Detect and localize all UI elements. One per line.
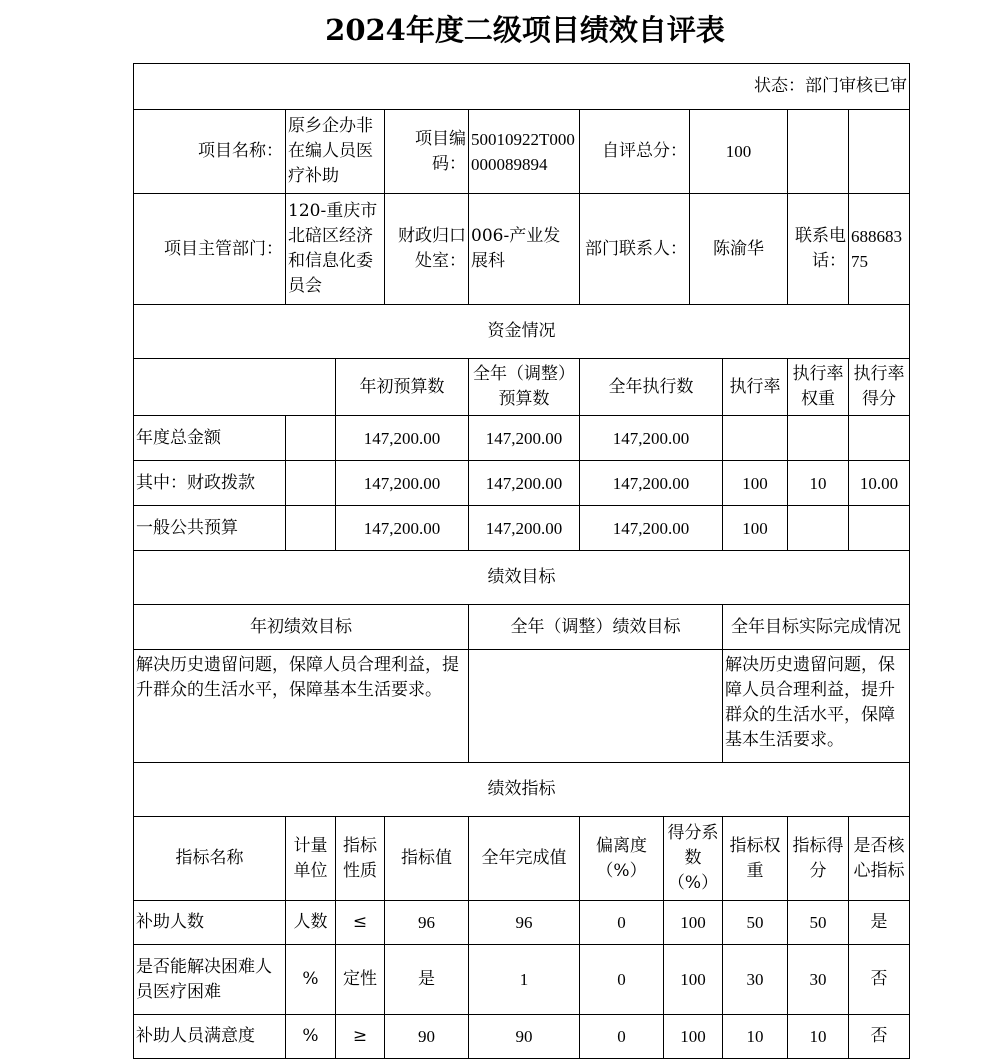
goals-section-title: 绩效目标 (134, 551, 910, 605)
indicator-row (134, 901, 910, 945)
office-label: 财政归口处室： (385, 194, 469, 305)
funds-row (134, 506, 910, 551)
empty-cell (286, 461, 336, 506)
indicator-header: 计量单位 (286, 817, 336, 901)
funds-score: 10.00 (849, 461, 910, 506)
indicator-coef: 100 (664, 1015, 723, 1059)
indicator-unit: % (286, 945, 336, 1015)
indicator-weight: 30 (723, 945, 788, 1015)
dept-value: 120-重庆市北碚区经济和信息化委员会 (286, 194, 385, 305)
funds-header: 执行率得分 (849, 359, 910, 416)
indicator-core: 否 (849, 1015, 910, 1059)
funds-executed: 147,200.00 (580, 461, 723, 506)
indicator-header: 指标值 (385, 817, 469, 901)
indicator-weight: 10 (723, 1015, 788, 1059)
indicator-header: 是否核心指标 (849, 817, 910, 901)
indicator-header: 指标性质 (336, 817, 385, 901)
indicator-core: 是 (849, 901, 910, 945)
funds-header: 执行率 (723, 359, 788, 416)
indicator-actual: 90 (469, 1015, 580, 1059)
indicator-weight: 50 (723, 901, 788, 945)
empty-cell (849, 110, 910, 194)
funds-score (849, 416, 910, 461)
self-score-label: 自评总分： (580, 110, 690, 194)
funds-section-title: 资金情况 (134, 305, 910, 359)
indicator-deviation: 0 (580, 901, 664, 945)
project-code-value: 50010922T000000089894 (469, 110, 580, 194)
funds-header: 执行率权重 (788, 359, 849, 416)
indicator-header: 全年完成值 (469, 817, 580, 901)
indicator-header: 指标权重 (723, 817, 788, 901)
goals-col-actual: 全年目标实际完成情况 (723, 605, 910, 650)
funds-weight (788, 416, 849, 461)
indicator-header: 指标得分 (788, 817, 849, 901)
empty-cell (286, 506, 336, 551)
goals-adjusted-text (469, 650, 723, 763)
self-score-value: 100 (690, 110, 788, 194)
empty-cell (286, 416, 336, 461)
indicator-row (134, 945, 910, 1015)
indicator-header: 偏离度（%） (580, 817, 664, 901)
phone-value: 68868375 (849, 194, 910, 305)
project-name-value: 原乡企办非在编人员医疗补助 (286, 110, 385, 194)
status-text: 状态：部门审核已审 (134, 64, 910, 110)
contact-label: 部门联系人： (580, 194, 690, 305)
indicator-nature: ≤ (336, 901, 385, 945)
indicator-header: 指标名称 (134, 817, 286, 901)
goals-actual-text: 解决历史遗留问题，保障人员合理利益，提升群众的生活水平，保障基本生活要求。 (723, 650, 910, 763)
indicator-coef: 100 (664, 945, 723, 1015)
funds-rate: 100 (723, 506, 788, 551)
indicator-score: 10 (788, 1015, 849, 1059)
indicators-section-title: 绩效指标 (134, 763, 910, 817)
funds-initial: 147,200.00 (336, 461, 469, 506)
funds-executed: 147,200.00 (580, 416, 723, 461)
goals-col-adjusted: 全年（调整）绩效目标 (469, 605, 723, 650)
project-name-label: 项目名称： (134, 110, 286, 194)
empty-cell (134, 359, 336, 416)
funds-initial: 147,200.00 (336, 416, 469, 461)
indicator-nature: ≥ (336, 1015, 385, 1059)
indicator-name: 是否能解决困难人员医疗困难 (134, 945, 286, 1015)
indicator-actual: 1 (469, 945, 580, 1015)
funds-rate (723, 416, 788, 461)
funds-row-label: 一般公共预算 (134, 506, 286, 551)
dept-label: 项目主管部门： (134, 194, 286, 305)
funds-initial: 147,200.00 (336, 506, 469, 551)
evaluation-table (133, 63, 910, 1059)
funds-row (134, 461, 910, 506)
funds-header: 全年（调整）预算数 (469, 359, 580, 416)
funds-weight: 10 (788, 461, 849, 506)
indicator-unit: 人数 (286, 901, 336, 945)
project-code-label: 项目编码： (385, 110, 469, 194)
indicator-score: 30 (788, 945, 849, 1015)
page-title: 2024年度二级项目绩效自评表 (325, 13, 725, 47)
indicator-header: 得分系数（%） (664, 817, 723, 901)
funds-score (849, 506, 910, 551)
funds-rate: 100 (723, 461, 788, 506)
funds-adjusted: 147,200.00 (469, 506, 580, 551)
indicator-score: 50 (788, 901, 849, 945)
indicator-actual: 96 (469, 901, 580, 945)
empty-cell (788, 110, 849, 194)
indicator-target: 是 (385, 945, 469, 1015)
goals-col-initial: 年初绩效目标 (134, 605, 469, 650)
funds-row-label: 其中：财政拨款 (134, 461, 286, 506)
indicator-nature: 定性 (336, 945, 385, 1015)
indicator-unit: % (286, 1015, 336, 1059)
indicator-core: 否 (849, 945, 910, 1015)
indicator-target: 96 (385, 901, 469, 945)
funds-adjusted: 147,200.00 (469, 416, 580, 461)
contact-value: 陈渝华 (690, 194, 788, 305)
indicator-deviation: 0 (580, 1015, 664, 1059)
funds-weight (788, 506, 849, 551)
indicator-name: 补助人数 (134, 901, 286, 945)
indicator-row (134, 1015, 910, 1059)
office-value: 006-产业发展科 (469, 194, 580, 305)
funds-adjusted: 147,200.00 (469, 461, 580, 506)
indicator-deviation: 0 (580, 945, 664, 1015)
funds-executed: 147,200.00 (580, 506, 723, 551)
goals-initial-text: 解决历史遗留问题，保障人员合理利益，提升群众的生活水平，保障基本生活要求。 (134, 650, 469, 763)
funds-row-label: 年度总金额 (134, 416, 286, 461)
funds-header: 全年执行数 (580, 359, 723, 416)
indicator-target: 90 (385, 1015, 469, 1059)
funds-header: 年初预算数 (336, 359, 469, 416)
indicator-coef: 100 (664, 901, 723, 945)
funds-row (134, 416, 910, 461)
phone-label: 联系电话： (788, 194, 849, 305)
indicator-name: 补助人员满意度 (134, 1015, 286, 1059)
